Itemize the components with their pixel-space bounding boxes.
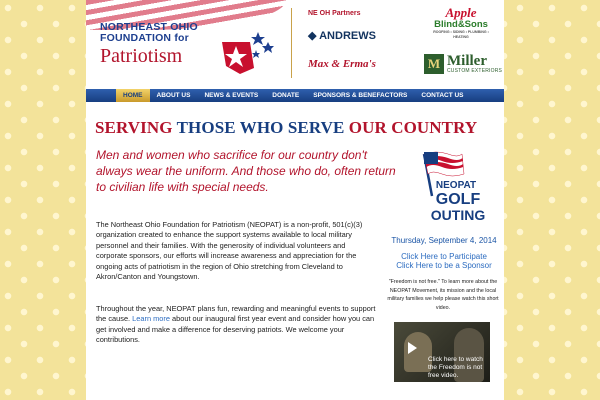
partner-apple-blind[interactable] <box>426 6 496 40</box>
nav-news-events[interactable]: NEWS & EVENTS <box>204 92 259 99</box>
apple-line3: ROOFING • SIDING • PLUMBING • HEATING <box>433 30 489 39</box>
freedom-video-thumbnail[interactable] <box>394 322 490 382</box>
header-divider <box>291 8 292 78</box>
andrews-diamond-icon: ◆ <box>308 30 320 42</box>
events-text-after: about our inaugural first year event and consider how you can get involved and make a difference for deserving patriots. We welcome your contributions. <box>96 314 375 345</box>
play-icon <box>408 342 417 354</box>
events-text-before: Throughout the year, NEOPAT plans fun, rewarding and meaningful events to support the cause. <box>96 304 376 324</box>
learn-more-link[interactable]: Learn more <box>132 314 170 324</box>
partner-maxerma[interactable]: Max & Erma's <box>308 58 376 70</box>
logo-line-foundation: FOUNDATION for <box>100 32 189 44</box>
nav-contact-us[interactable]: CONTACT US <box>421 92 464 99</box>
tagline: Men and women who sacrifice for our country don't always wear the uniform. And those who do, often return to civilian life with special needs. <box>96 148 396 194</box>
golf-outing-logo[interactable] <box>402 148 486 226</box>
events-paragraph <box>96 304 378 346</box>
partners-label: NE OH Partners <box>308 10 361 17</box>
ohio-stars-icon <box>216 28 276 78</box>
nav-sponsors-benefactors[interactable]: SPONSORS & BENEFACTORS <box>313 92 408 99</box>
nav-about-us[interactable]: ABOUT US <box>156 92 191 99</box>
apple-line1: Apple <box>445 5 477 20</box>
freedom-quote: "Freedom is not free." To learn more about the NEOPAT Movement, its mission and the local military families we help please watch this short video. <box>387 279 499 311</box>
nav-donate[interactable]: DONATE <box>272 92 300 99</box>
andrews-name: ANDREWS <box>319 30 376 42</box>
intro-paragraph: The Northeast Ohio Foundation for Patriotism (NEOPAT) is a non-profit, 501(c)(3) organization created to enhance the support systems available to local military personnel and their families. With the generosity of individual volunteers and corporate sponsors, our efforts will increase awareness and appreciation for the ongoing acts of patriotism in the region of Ohio stretching from Cleveland to Akron/Canton and Youngstown. <box>96 220 363 282</box>
page-headline <box>95 118 477 138</box>
golf-outing-date: Thursday, September 4, 2014 <box>391 236 497 245</box>
golf-logo-golf: GOLF <box>435 191 481 208</box>
video-caption: Click here to watch the Freedom is not free video. <box>428 356 483 379</box>
sponsor-link[interactable]: Click Here to be a Sponsor <box>396 261 492 270</box>
site-header <box>86 0 504 88</box>
page-content <box>86 0 504 400</box>
miller-name: Miller <box>447 53 487 69</box>
headline-part1: SERVING <box>95 118 177 137</box>
miller-mark-icon: M <box>424 54 444 74</box>
headline-part2: THOSE WHO SERVE <box>176 118 345 137</box>
nav-home[interactable]: HOME <box>116 89 150 102</box>
partner-miller[interactable] <box>424 54 502 74</box>
main-nav <box>86 89 504 102</box>
golf-logo-neopat: NEOPAT <box>435 180 477 191</box>
participate-link[interactable]: Click Here to Participate <box>401 252 487 261</box>
golf-logo-outing: OUTING <box>430 207 486 223</box>
miller-sub: CUSTOM EXTERIORS <box>447 68 503 74</box>
headline-part3: OUR COUNTRY <box>344 118 478 137</box>
partner-andrews[interactable] <box>308 29 376 42</box>
logo-line-northeast: NORTHEAST OHIO <box>100 21 198 33</box>
logo-line-patriotism: Patriotism <box>100 45 183 67</box>
apple-line2: Blind&Sons <box>434 19 488 30</box>
